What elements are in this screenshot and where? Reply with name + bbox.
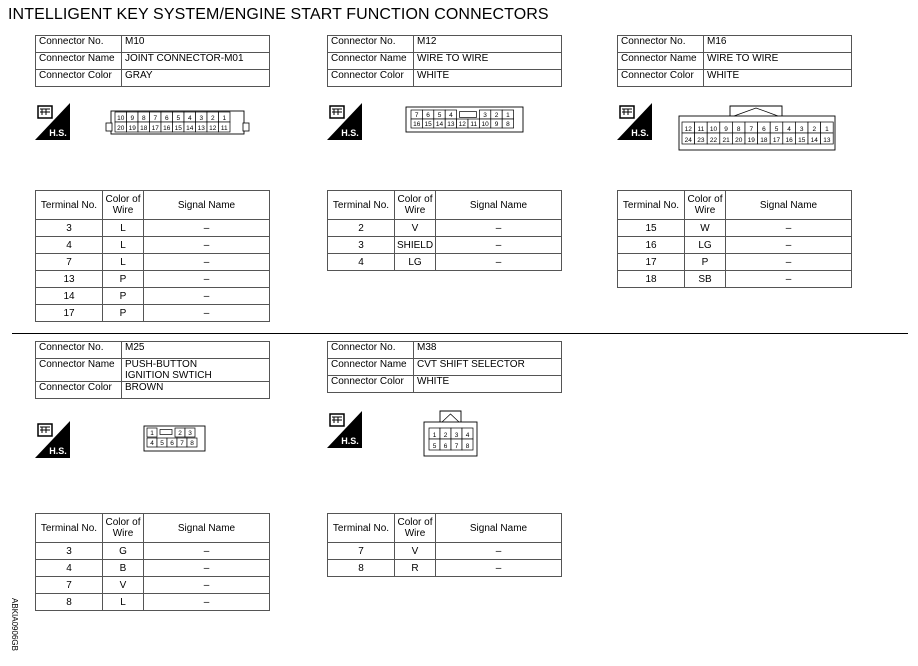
wire-color-header-line: Color of (397, 517, 433, 528)
harness-side-icon (35, 103, 70, 140)
wire-color-cell: LG (395, 254, 436, 271)
svg-text:17: 17 (772, 136, 781, 144)
svg-text:14: 14 (435, 120, 444, 128)
svg-text:8: 8 (141, 114, 146, 122)
svg-text:6: 6 (426, 112, 430, 119)
svg-text:9: 9 (130, 114, 135, 122)
table-row (36, 577, 270, 594)
connector-no-value: M38 (414, 342, 562, 359)
svg-text:2: 2 (494, 112, 499, 119)
signal-name-cell: – (144, 594, 270, 611)
terminal-table (35, 190, 270, 322)
table-row (36, 305, 270, 322)
svg-text:15: 15 (424, 120, 432, 128)
svg-text:20: 20 (735, 136, 743, 144)
harness-side-icon (35, 421, 70, 458)
connector-info-table (35, 35, 270, 87)
signal-name-header: Signal Name (726, 191, 852, 220)
wire-color-header-line: Wire (112, 528, 134, 539)
terminal-no-header: Terminal No. (328, 191, 395, 220)
svg-text:2: 2 (443, 431, 448, 439)
connector-name-label: Connector Name (618, 53, 704, 70)
svg-text:8: 8 (465, 442, 470, 450)
table-row (36, 594, 270, 611)
connector-diagram (678, 104, 838, 157)
connector-info-table (327, 35, 562, 87)
terminal-no-header: Terminal No. (36, 514, 103, 543)
svg-text:14: 14 (810, 136, 818, 144)
svg-text:7: 7 (180, 439, 184, 447)
signal-name-header: Signal Name (436, 514, 562, 543)
svg-text:H.S.: H.S. (49, 446, 67, 456)
connector-diagram (143, 425, 207, 458)
svg-text:8: 8 (736, 125, 741, 133)
wire-color-cell: LG (685, 237, 726, 254)
connector-diagram (423, 408, 479, 463)
table-row (618, 237, 852, 254)
connector-name-line: WIRE TO WIRE (707, 53, 779, 64)
svg-text:6: 6 (443, 442, 448, 450)
signal-name-cell: – (436, 543, 562, 560)
connector-diagram (105, 110, 250, 141)
connector-name-value (122, 359, 270, 382)
signal-name-cell: – (144, 577, 270, 594)
wire-color-cell: V (103, 577, 144, 594)
connector-no-label: Connector No. (328, 342, 414, 359)
wire-color-header-line: Wire (112, 205, 134, 216)
connector-color-value: WHITE (414, 376, 562, 393)
signal-name-header: Signal Name (436, 191, 562, 220)
connector-name-value (414, 359, 562, 376)
svg-text:8: 8 (190, 439, 194, 447)
terminal-no-cell: 17 (36, 305, 103, 322)
svg-text:16: 16 (785, 136, 793, 144)
svg-text:18: 18 (140, 124, 148, 132)
signal-name-header: Signal Name (144, 191, 270, 220)
svg-text:3: 3 (483, 112, 487, 119)
svg-text:3: 3 (454, 431, 459, 439)
wire-color-cell: B (103, 560, 144, 577)
terminal-no-cell: 7 (328, 543, 395, 560)
connector-no-value: M10 (122, 36, 270, 53)
connector-diagram (405, 106, 525, 139)
svg-text:12: 12 (458, 120, 466, 128)
svg-text:2: 2 (178, 430, 182, 437)
connector-name-line: WIRE TO WIRE (417, 53, 489, 64)
connector-color-value: WHITE (414, 70, 562, 87)
connector-color-value: BROWN (122, 382, 270, 399)
connector-name-line: CVT SHIFT SELECTOR (417, 359, 525, 370)
signal-name-cell: – (726, 237, 852, 254)
wire-color-header-line: Wire (404, 528, 426, 539)
terminal-no-cell: 14 (36, 288, 103, 305)
svg-text:6: 6 (170, 439, 174, 447)
wire-color-header-line: Wire (404, 205, 426, 216)
svg-text:20: 20 (117, 124, 125, 132)
signal-name-cell: – (144, 543, 270, 560)
svg-text:5: 5 (432, 442, 437, 450)
table-row (328, 560, 562, 577)
svg-text:H.S.: H.S. (341, 128, 359, 138)
connector-no-value: M25 (122, 342, 270, 359)
wire-color-header (685, 191, 726, 220)
signal-name-cell: – (436, 254, 562, 271)
signal-name-header: Signal Name (144, 514, 270, 543)
connector-no-value: M12 (414, 36, 562, 53)
connector-no-label: Connector No. (36, 342, 122, 359)
signal-name-cell: – (436, 237, 562, 254)
terminal-no-header: Terminal No. (328, 514, 395, 543)
signal-name-cell: – (144, 271, 270, 288)
svg-text:7: 7 (749, 125, 754, 133)
harness-side-icon (327, 103, 362, 140)
terminal-no-cell: 7 (36, 254, 103, 271)
svg-text:22: 22 (709, 136, 718, 144)
wire-color-header-line: Wire (694, 205, 716, 216)
terminal-no-cell: 7 (36, 577, 103, 594)
svg-text:11: 11 (220, 124, 228, 132)
connector-name-label: Connector Name (328, 359, 414, 376)
svg-text:12: 12 (684, 125, 692, 133)
terminal-no-cell: 8 (328, 560, 395, 577)
svg-text:6: 6 (164, 114, 169, 122)
svg-text:7: 7 (414, 112, 419, 119)
harness-side-icon (617, 103, 652, 140)
signal-name-cell: – (144, 254, 270, 271)
svg-text:H.S.: H.S. (49, 128, 67, 138)
signal-name-cell: – (726, 220, 852, 237)
connector-name-line: JOINT CONNECTOR-M01 (125, 53, 244, 64)
svg-text:21: 21 (722, 136, 730, 144)
table-row (618, 271, 852, 288)
terminal-no-cell: 4 (328, 254, 395, 271)
svg-text:1: 1 (222, 114, 227, 122)
svg-text:16: 16 (413, 120, 421, 128)
terminal-no-cell: 18 (618, 271, 685, 288)
terminal-table (35, 513, 270, 611)
connector-no-label: Connector No. (618, 36, 704, 53)
connector-name-line: IGNITION SWTICH (125, 370, 212, 381)
connector-name-label: Connector Name (36, 53, 122, 70)
svg-text:4: 4 (787, 125, 791, 133)
svg-text:19: 19 (128, 124, 136, 132)
svg-text:23: 23 (697, 136, 705, 144)
terminal-table (327, 513, 562, 577)
svg-text:13: 13 (447, 120, 455, 128)
wire-color-header-line: Color of (687, 194, 723, 205)
svg-text:4: 4 (449, 112, 453, 119)
terminal-table (617, 190, 852, 288)
signal-name-cell: – (436, 560, 562, 577)
svg-text:10: 10 (481, 120, 489, 128)
connector-info-table (327, 341, 562, 393)
terminal-no-cell: 3 (36, 543, 103, 560)
connector-color-label: Connector Color (328, 376, 414, 393)
svg-text:11: 11 (697, 125, 705, 133)
document-id: ABKIA0906GB (9, 598, 19, 651)
wire-color-cell: L (103, 237, 144, 254)
page-title: INTELLIGENT KEY SYSTEM/ENGINE START FUNCTION CONNECTORS (8, 6, 549, 23)
section-divider (12, 333, 908, 334)
table-row (36, 560, 270, 577)
terminal-no-cell: 4 (36, 237, 103, 254)
svg-text:10: 10 (709, 125, 718, 133)
terminal-no-cell: 4 (36, 560, 103, 577)
svg-text:12: 12 (209, 124, 217, 132)
table-row (328, 543, 562, 560)
svg-text:4: 4 (150, 439, 154, 447)
svg-text:7: 7 (153, 114, 158, 122)
svg-text:14: 14 (186, 124, 194, 132)
svg-text:1: 1 (825, 125, 829, 133)
svg-text:9: 9 (724, 125, 728, 133)
svg-text:6: 6 (762, 125, 766, 133)
wire-color-cell: SHIELD (395, 237, 436, 254)
wire-color-cell: G (103, 543, 144, 560)
terminal-table (327, 190, 562, 271)
wire-color-header-line: Color of (105, 517, 141, 528)
connector-name-label: Connector Name (36, 359, 122, 382)
svg-text:5: 5 (437, 112, 442, 119)
table-row (36, 288, 270, 305)
connector-info-table (35, 341, 270, 399)
svg-text:1: 1 (506, 112, 510, 119)
connector-info-table (617, 35, 852, 87)
connector-name-value (122, 53, 270, 70)
svg-text:10: 10 (117, 114, 125, 122)
svg-text:1: 1 (150, 430, 154, 437)
table-row (36, 543, 270, 560)
svg-text:7: 7 (454, 442, 459, 450)
wire-color-header-line: Color of (105, 194, 141, 205)
connector-color-label: Connector Color (328, 70, 414, 87)
svg-text:2: 2 (210, 114, 215, 122)
svg-text:8: 8 (506, 120, 510, 128)
harness-side-icon (327, 411, 362, 448)
svg-text:1: 1 (432, 431, 437, 439)
wire-color-cell: V (395, 543, 436, 560)
connector-color-label: Connector Color (36, 70, 122, 87)
svg-text:13: 13 (197, 124, 205, 132)
signal-name-cell: – (144, 288, 270, 305)
wire-color-cell: P (685, 254, 726, 271)
signal-name-cell: – (726, 271, 852, 288)
table-row (618, 220, 852, 237)
terminal-no-cell: 16 (618, 237, 685, 254)
table-row (36, 220, 270, 237)
connector-color-label: Connector Color (36, 382, 122, 399)
terminal-no-header: Terminal No. (618, 191, 685, 220)
wire-color-cell: L (103, 594, 144, 611)
connector-no-value: M16 (704, 36, 852, 53)
svg-text:3: 3 (799, 125, 804, 133)
signal-name-cell: – (144, 237, 270, 254)
connector-color-label: Connector Color (618, 70, 704, 87)
connector-no-label: Connector No. (36, 36, 122, 53)
wire-color-cell: W (685, 220, 726, 237)
svg-text:13: 13 (823, 136, 831, 144)
terminal-no-cell: 8 (36, 594, 103, 611)
svg-text:24: 24 (684, 136, 692, 144)
wire-color-cell: SB (685, 271, 726, 288)
table-row (36, 271, 270, 288)
wire-color-cell: V (395, 220, 436, 237)
table-row (328, 254, 562, 271)
wire-color-cell: P (103, 288, 144, 305)
table-row (36, 254, 270, 271)
terminal-no-cell: 15 (618, 220, 685, 237)
connector-color-value: GRAY (122, 70, 270, 87)
wire-color-header (395, 514, 436, 543)
wire-color-header-line: Color of (397, 194, 433, 205)
svg-text:18: 18 (760, 136, 768, 144)
table-row (618, 254, 852, 271)
wire-color-cell: R (395, 560, 436, 577)
connector-color-value: WHITE (704, 70, 852, 87)
wire-color-header (103, 514, 144, 543)
svg-text:2: 2 (812, 125, 817, 133)
svg-text:H.S.: H.S. (631, 128, 649, 138)
signal-name-cell: – (436, 220, 562, 237)
terminal-no-header: Terminal No. (36, 191, 103, 220)
wire-color-cell: P (103, 271, 144, 288)
svg-text:5: 5 (176, 114, 181, 122)
signal-name-cell: – (144, 305, 270, 322)
table-row (36, 237, 270, 254)
signal-name-cell: – (144, 560, 270, 577)
terminal-no-cell: 2 (328, 220, 395, 237)
signal-name-cell: – (144, 220, 270, 237)
wire-color-header (103, 191, 144, 220)
table-row (328, 220, 562, 237)
table-row (328, 237, 562, 254)
terminal-no-cell: 13 (36, 271, 103, 288)
svg-text:15: 15 (798, 136, 806, 144)
signal-name-cell: – (726, 254, 852, 271)
wire-color-cell: L (103, 220, 144, 237)
terminal-no-cell: 17 (618, 254, 685, 271)
svg-text:3: 3 (188, 430, 192, 437)
svg-text:4: 4 (187, 114, 192, 122)
svg-text:11: 11 (470, 120, 478, 128)
wire-color-cell: L (103, 254, 144, 271)
connector-no-label: Connector No. (328, 36, 414, 53)
svg-text:15: 15 (174, 124, 182, 132)
connector-name-value (414, 53, 562, 70)
connector-name-value (704, 53, 852, 70)
svg-text:4: 4 (465, 431, 470, 439)
svg-text:19: 19 (747, 136, 755, 144)
terminal-no-cell: 3 (36, 220, 103, 237)
svg-text:3: 3 (199, 114, 204, 122)
svg-text:9: 9 (494, 120, 499, 128)
svg-text:17: 17 (151, 124, 159, 132)
svg-text:5: 5 (160, 439, 164, 447)
terminal-no-cell: 3 (328, 237, 395, 254)
svg-text:5: 5 (774, 125, 779, 133)
wire-color-header (395, 191, 436, 220)
svg-text:H.S.: H.S. (341, 436, 359, 446)
connector-name-line: PUSH-BUTTON (125, 359, 198, 370)
svg-text:16: 16 (163, 124, 171, 132)
wire-color-cell: P (103, 305, 144, 322)
connector-name-label: Connector Name (328, 53, 414, 70)
